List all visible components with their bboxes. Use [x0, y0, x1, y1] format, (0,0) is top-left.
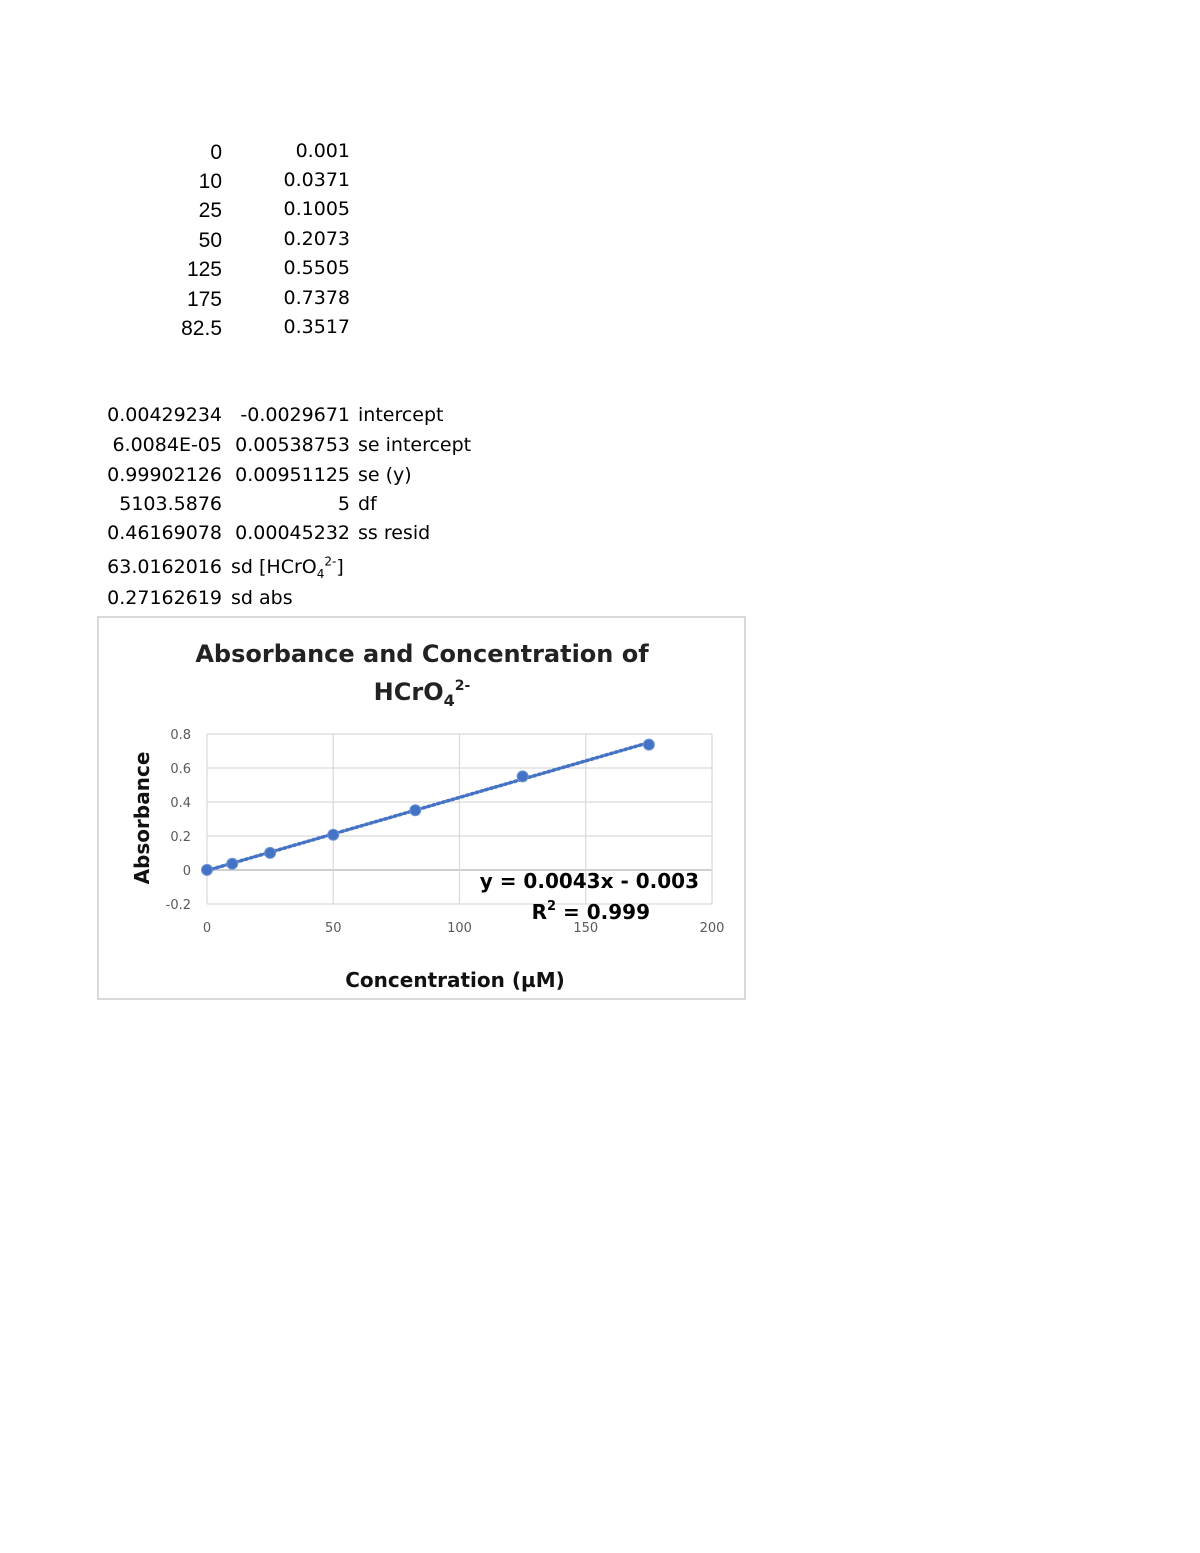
data-cell-y: 0.0371: [283, 169, 350, 191]
stat-label: se (y): [358, 464, 412, 486]
y-tick-label: -0.2: [165, 898, 191, 913]
y-axis-label: Absorbance: [130, 751, 154, 885]
chart-canvas: [99, 618, 744, 998]
stat-label: intercept: [358, 404, 444, 426]
data-point: [265, 847, 276, 858]
stat-value-b: 0.00951125: [235, 464, 350, 486]
data-point: [227, 858, 238, 869]
data-cell-x: 82.5: [181, 317, 222, 340]
data-point: [328, 829, 339, 840]
r-squared-label: $R^2 = 0.999$: [531, 899, 650, 924]
stat-label: se intercept: [358, 434, 472, 456]
chart-title-formula: HCrO$_4^{2-}$: [373, 678, 471, 710]
stat-value-a: 6.0084E-05: [112, 434, 222, 456]
stat-label: ss resid: [358, 522, 431, 544]
data-cell-x: 175: [186, 288, 222, 311]
x-axis-label: Concentration (µM): [345, 968, 565, 992]
stat-value-a: 0.46169078: [107, 522, 222, 544]
data-point: [517, 771, 528, 782]
y-axis-ticks: [166, 728, 191, 913]
y-tick-label: 0.2: [170, 830, 191, 845]
trendline-equation: y = 0.0043x - 0.003: [479, 869, 699, 893]
data-point: [410, 805, 421, 816]
stat-value-b: 0.00045232: [235, 522, 350, 544]
y-tick-label: 0: [182, 864, 191, 879]
data-cell-y: 0.5505: [283, 257, 350, 279]
stat-value-b: 5: [337, 493, 350, 515]
data-cell-y: 0.7378: [283, 287, 350, 309]
data-cell-y: 0.1005: [283, 198, 350, 220]
stat-label: sd [HCrO$_4^{2-}$]: [231, 554, 344, 581]
stat-label: sd abs: [231, 587, 293, 609]
stat-label: df: [358, 493, 377, 515]
scatter-chart: [97, 616, 746, 1000]
data-cell-y: 0.3517: [283, 316, 350, 338]
stat-value-a: 0.27162619: [107, 587, 222, 609]
data-cell-x: 125: [186, 258, 222, 281]
stat-value-a: 5103.5876: [119, 493, 222, 515]
stat-value-a: 0.00429234: [107, 404, 222, 426]
y-tick-label: 0.6: [170, 762, 191, 777]
data-point: [643, 739, 654, 750]
y-tick-label: 0.4: [170, 796, 191, 811]
data-cell-x: 0: [210, 141, 222, 164]
x-tick-label: 150: [573, 921, 599, 936]
x-tick-label: 0: [202, 921, 212, 936]
stat-value-b: 0.00538753: [235, 434, 350, 456]
stat-value-a: 63.0162016: [107, 556, 222, 578]
data-cell-x: 25: [198, 199, 222, 222]
data-cell-y: 0.2073: [283, 228, 350, 250]
chart-title: Absorbance and Concentration of: [195, 640, 649, 668]
stat-value-a: 0.99902126: [107, 464, 222, 486]
data-cell-y: 0.001: [295, 140, 350, 162]
data-cell-x: 10: [198, 170, 222, 193]
x-tick-label: 200: [699, 921, 725, 936]
stat-value-b: -0.0029671: [240, 404, 350, 426]
y-tick-label: 0.8: [170, 728, 191, 743]
data-point: [202, 864, 213, 875]
x-tick-label: 100: [447, 921, 472, 936]
data-cell-x: 50: [198, 229, 222, 252]
x-tick-label: 50: [324, 921, 342, 936]
